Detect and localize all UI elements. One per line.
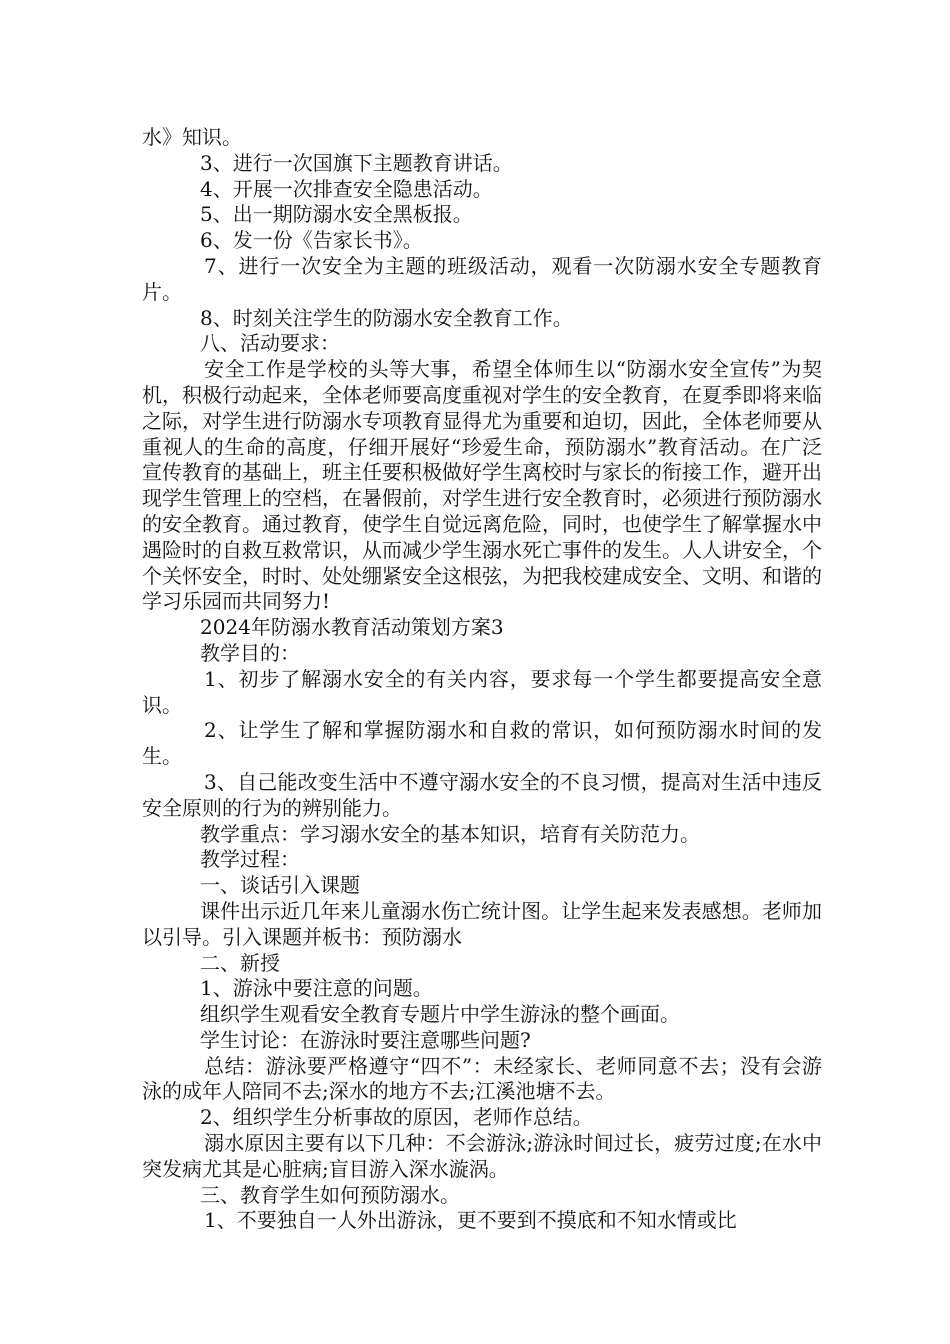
paragraph: 溺水原因主要有以下几种：不会游泳;游泳时间过长，疲劳过度;在水中突发病尤其是心脏病;盲目游入深水漩涡。 <box>142 1131 822 1181</box>
section-heading: 一、谈话引入课题 <box>200 873 360 898</box>
section-heading: 八、活动要求： <box>200 331 340 356</box>
paragraph: 教学重点：学习溺水安全的基本知识，培育有关防范力。 <box>200 821 700 846</box>
paragraph: 课件出示近几年来儿童溺水伤亡统计图。让学生起来发表感想。老师加以引导。引入课题并板书：预防溺水 <box>142 898 822 949</box>
list-item: 5、出一期防溺水安全黑板报。 <box>200 202 473 227</box>
list-item: 3、自己能改变生活中不遵守溺水安全的不良习惯，提高对生活中违反安全原则的行为的辨别能力。 <box>142 769 822 820</box>
list-item: 8、时刻关注学生的防溺水安全教育工作。 <box>200 305 573 330</box>
paragraph: 总结：游泳要严格遵守“四不”：未经家长、老师同意不去；没有会游泳的成年人陪同不去;深水的地方不去;江溪池塘不去。 <box>142 1053 822 1104</box>
paragraph: 水》知识。 <box>142 125 242 149</box>
paragraph: 组织学生观看安全教育专题片中学生游泳的整个画面。 <box>200 1002 680 1027</box>
section-heading: 教学目的： <box>200 640 300 665</box>
list-item: 1、游泳中要注意的问题。 <box>200 976 433 1001</box>
list-item: 2、组织学生分析事故的原因，老师作总结。 <box>200 1105 593 1130</box>
list-item: 7、进行一次安全为主题的班级活动，观看一次防溺水安全专题教育片。 <box>142 253 822 304</box>
section-heading: 教学过程： <box>200 847 300 872</box>
list-item: 4、开展一次排查安全隐患活动。 <box>200 176 493 201</box>
document-body <box>142 125 822 1234</box>
list-item: 2、让学生了解和掌握防溺水和自救的常识，如何预防溺水时间的发生。 <box>142 718 822 769</box>
section-heading: 三、教育学生如何预防溺水。 <box>200 1182 460 1207</box>
list-item: 1、不要独自一人外出游泳，更不要到不摸底和不知水情或比 <box>204 1208 737 1233</box>
list-item: 3、进行一次国旗下主题教育讲话。 <box>200 150 513 175</box>
paragraph: 学生讨论：在游泳时要注意哪些问题? <box>200 1027 531 1052</box>
list-item: 6、发一份《告家长书》。 <box>200 228 423 253</box>
list-item: 1、初步了解溺水安全的有关内容，要求每一个学生都要提高安全意识。 <box>142 666 822 717</box>
section-heading: 二、新授 <box>200 950 280 975</box>
document-title: 2024年防溺水教育活动策划方案3 <box>200 615 504 640</box>
paragraph: 安全工作是学校的头等大事，希望全体师生以“防溺水安全宣传”为契机，积极行动起来，全体老师要高度重视对学生的安全教育，在夏季即将来临之际，对学生进行防溺水专项教育显得尤为重要和迫切，因此，全体老师要从重视人的生命的高度，仔细开展好“珍爱生命，预防溺水”教育活动。在广泛宣传教育的基础上，班主任要积极做好学生离校时与家长的衔接工作，避开出现学生管理上的空档，在暑假前，对学生进行安全教育时，必须进行预防溺水的安全教育。通过教育，使学生自觉远离危险，同时，也使学生了解掌握水中遇险时的自救互救常识，从而减少学生溺水死亡事件的发生。人人讲安全，个个关怀安全，时时、处处绷紧安全这根弦，为把我校建成安全、文明、和谐的学习乐园而共同努力! <box>142 357 822 614</box>
